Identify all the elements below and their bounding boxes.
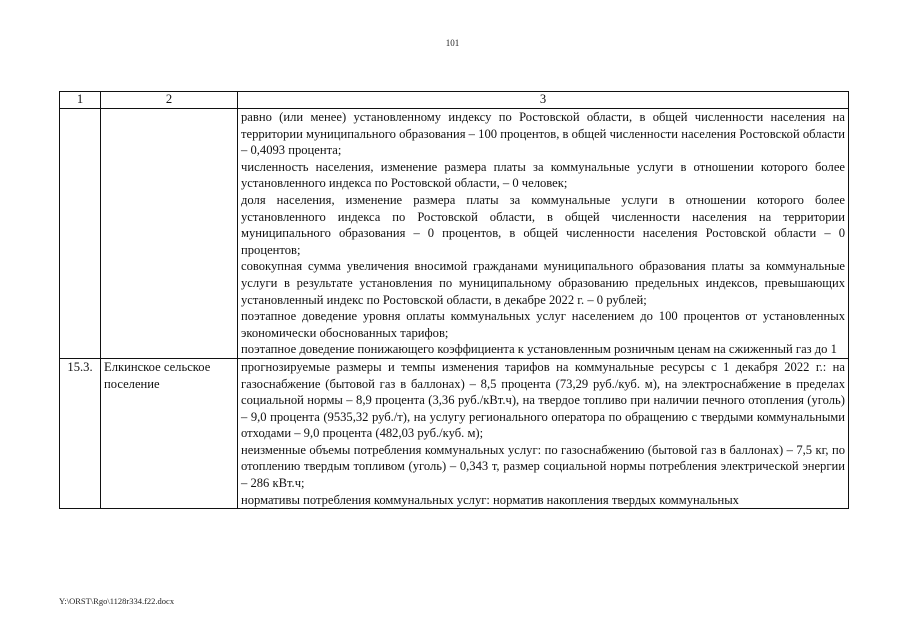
paragraph: доля населения, изменение размера платы за коммунальные услуги в отношении которого более установленного индекса по Ростовской области, в общей численности населения на территории муниципального образования – 0 процентов, в общей численности населения Ростовской области – 0 процентов; xyxy=(241,192,845,257)
paragraph: совокупная сумма увеличения вносимой гражданами муниципального образования платы за коммунальные услуги в результате установления по муниципальному образованию предельных индексов, превышающих установленный индекс по Ростовской области, в декабре 2022 г. – 0 рублей; xyxy=(241,259,845,307)
table-row xyxy=(60,358,849,508)
paragraph: поэтапное доведение понижающего коэффициента к установленным розничным ценам на сжиженный газ до 1 xyxy=(241,342,837,357)
paragraph: неизменные объемы потребления коммунальных услуг: по газоснабжению (бытовой газ в баллонах) – 7,5 кг, по отоплению твердым топливом (уголь) – 0,343 т, размер социальной нормы потребления электрической энергии – 286 кВт.ч; xyxy=(241,442,845,491)
paragraph: прогнозируемые размеры и темпы изменения тарифов на коммунальные ресурсы с 1 декабря 2022 г.: на газоснабжение (бытовой газ в баллонах) – 8,5 процента (73,29 руб./куб. м), на электроснабжение в пределах социальной нормы – 8,9 процента (3,36 руб./кВт.ч), на твердое топливо при наличии печного отопления (уголь) – 9,0 процента (9535,32 руб./т), на услугу регионального оператора по обращению с твердыми коммунальными отходами – 9,0 процента (482,03 руб./куб. м); xyxy=(241,359,845,441)
paragraph: равно (или менее) установленному индексу по Ростовской области, в общей численности населения на территории муниципального образования – 100 процентов, в общей численности населения Ростовской области – 0,4093 процента; xyxy=(241,110,845,158)
paragraph: поэтапное доведение уровня оплаты коммунальных услуг населением до 100 процентов от установленных экономически обоснованных тарифов; xyxy=(241,309,845,340)
table-row xyxy=(60,109,849,359)
column-header-3: 3 xyxy=(238,92,849,109)
description-cell xyxy=(238,109,849,359)
table-header-row xyxy=(60,92,849,109)
description-cell xyxy=(238,358,849,508)
page-number: 101 xyxy=(445,38,460,48)
column-header-1: 1 xyxy=(60,92,101,109)
paragraph: нормативы потребления коммунальных услуг: норматив накопления твердых коммунальных xyxy=(241,492,739,507)
paragraph: численность населения, изменение размера платы за коммунальные услуги в отношении которого более установленного индекса по Ростовской области, – 0 человек; xyxy=(241,159,845,191)
data-table xyxy=(59,91,849,509)
row-number-cell: 15.3. xyxy=(60,358,101,508)
row-number-cell xyxy=(60,109,101,359)
footer-file-path: Y:\ORST\Rgo\1128r334.f22.docx xyxy=(59,596,175,606)
column-header-2: 2 xyxy=(101,92,238,109)
municipality-cell xyxy=(101,109,238,359)
municipality-cell: Елкинское сельское поселение xyxy=(101,358,238,508)
